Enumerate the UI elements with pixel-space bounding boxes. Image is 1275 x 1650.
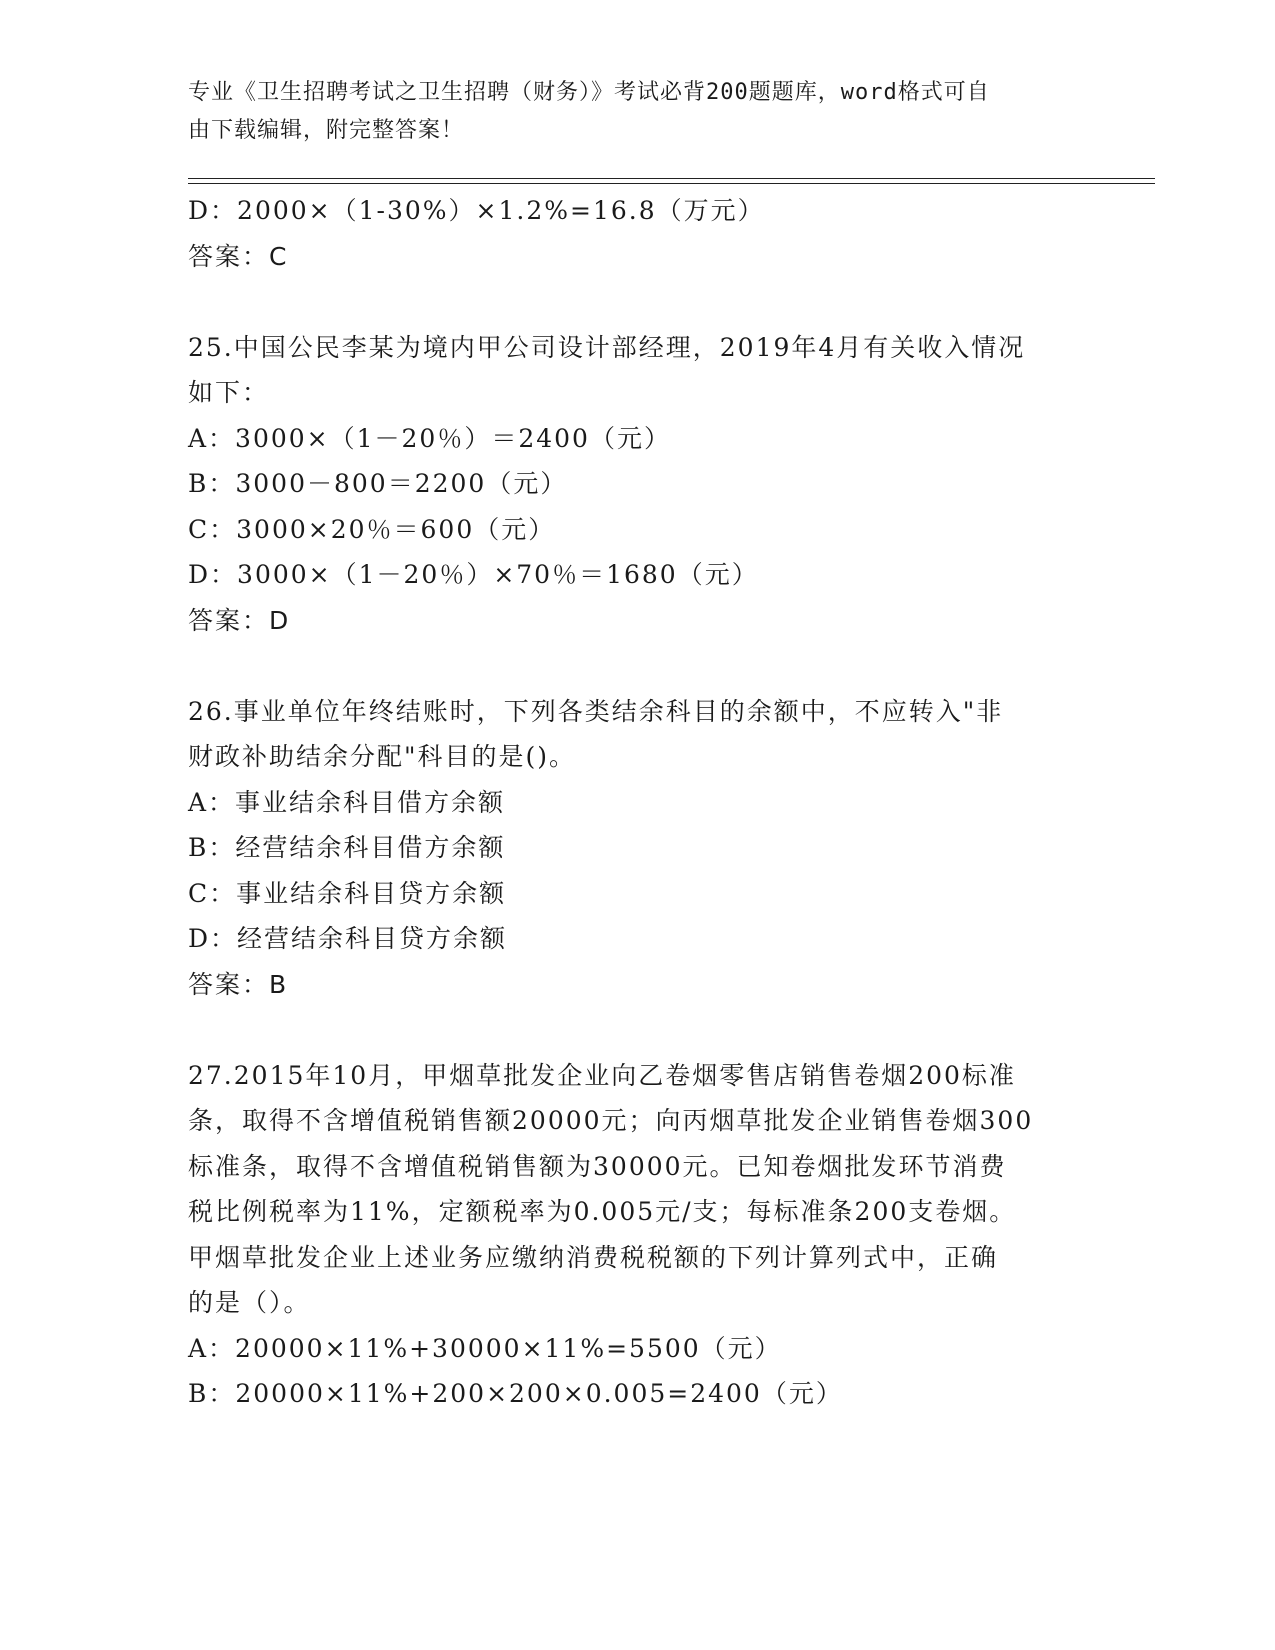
question-26 — [188, 689, 1088, 1008]
question-stem-line: 财政补助结余分配"科目的是()。 — [188, 742, 577, 771]
question-stem-line: 条，取得不含增值税销售额20000元；向丙烟草批发企业销售卷烟300 — [188, 1106, 1034, 1135]
option-d: D：3000×（1－20％）×70％＝1680（元） — [188, 560, 759, 589]
option-b: B：20000×11%+200×200×0.005=2400（元） — [188, 1379, 843, 1408]
header-rule-top — [188, 178, 1155, 179]
header-line-1: 专业《卫生招聘考试之卫生招聘（财务）》考试必背200题题库，word格式可自 — [188, 80, 990, 105]
answer-line: 答案：D — [188, 605, 291, 635]
spacer — [188, 1007, 1088, 1053]
question-stem-line: 26.事业单位年终结账时，下列各类结余科目的余额中，不应转入"非 — [188, 696, 1004, 726]
answer-line: 答案：C — [188, 241, 289, 271]
question-stem-line: 25.中国公民李某为境内甲公司设计部经理，2019年4月有关收入情况 — [188, 332, 1026, 362]
question-stem-line: 27.2015年10月，甲烟草批发企业向乙卷烟零售店销售卷烟200标准 — [188, 1060, 1016, 1090]
question-27 — [188, 1053, 1088, 1417]
header-rule-bottom — [188, 183, 1155, 184]
question-stem-line: 如下： — [188, 378, 270, 407]
option-a: A：3000×（1－20％）＝2400（元） — [188, 423, 671, 453]
question-24-tail — [188, 188, 1088, 279]
option-a: A：20000×11%+30000×11%=5500（元） — [188, 1333, 782, 1363]
document-header — [188, 74, 1088, 150]
answer-line: 答案：B — [188, 969, 289, 999]
option-a: A：事业结余科目借方余额 — [188, 787, 506, 817]
option-d: D：经营结余科目贷方余额 — [188, 924, 508, 953]
question-stem-line: 甲烟草批发企业上述业务应缴纳消费税税额的下列计算列式中，正确 — [188, 1242, 999, 1272]
document-body — [188, 188, 1088, 1417]
question-stem-line: 税比例税率为11%，定额税率为0.005元/支；每标准条200支卷烟。 — [188, 1197, 1017, 1226]
question-stem-line: 的是（）。 — [188, 1288, 311, 1317]
option-c: C：事业结余科目贷方余额 — [188, 878, 507, 908]
question-25 — [188, 325, 1088, 644]
spacer — [188, 279, 1088, 325]
option-d: D：2000×（1-30%）×1.2%=16.8（万元） — [188, 196, 765, 225]
question-stem-line: 标准条，取得不含增值税销售额为30000元。已知卷烟批发环节消费 — [188, 1151, 1007, 1181]
option-b: B：经营结余科目借方余额 — [188, 833, 506, 862]
option-b: B：3000－800＝2200（元） — [188, 469, 568, 498]
spacer — [188, 643, 1088, 689]
option-c: C：3000×20％＝600（元） — [188, 514, 556, 544]
header-line-2: 由下载编辑，附完整答案！ — [188, 118, 465, 143]
